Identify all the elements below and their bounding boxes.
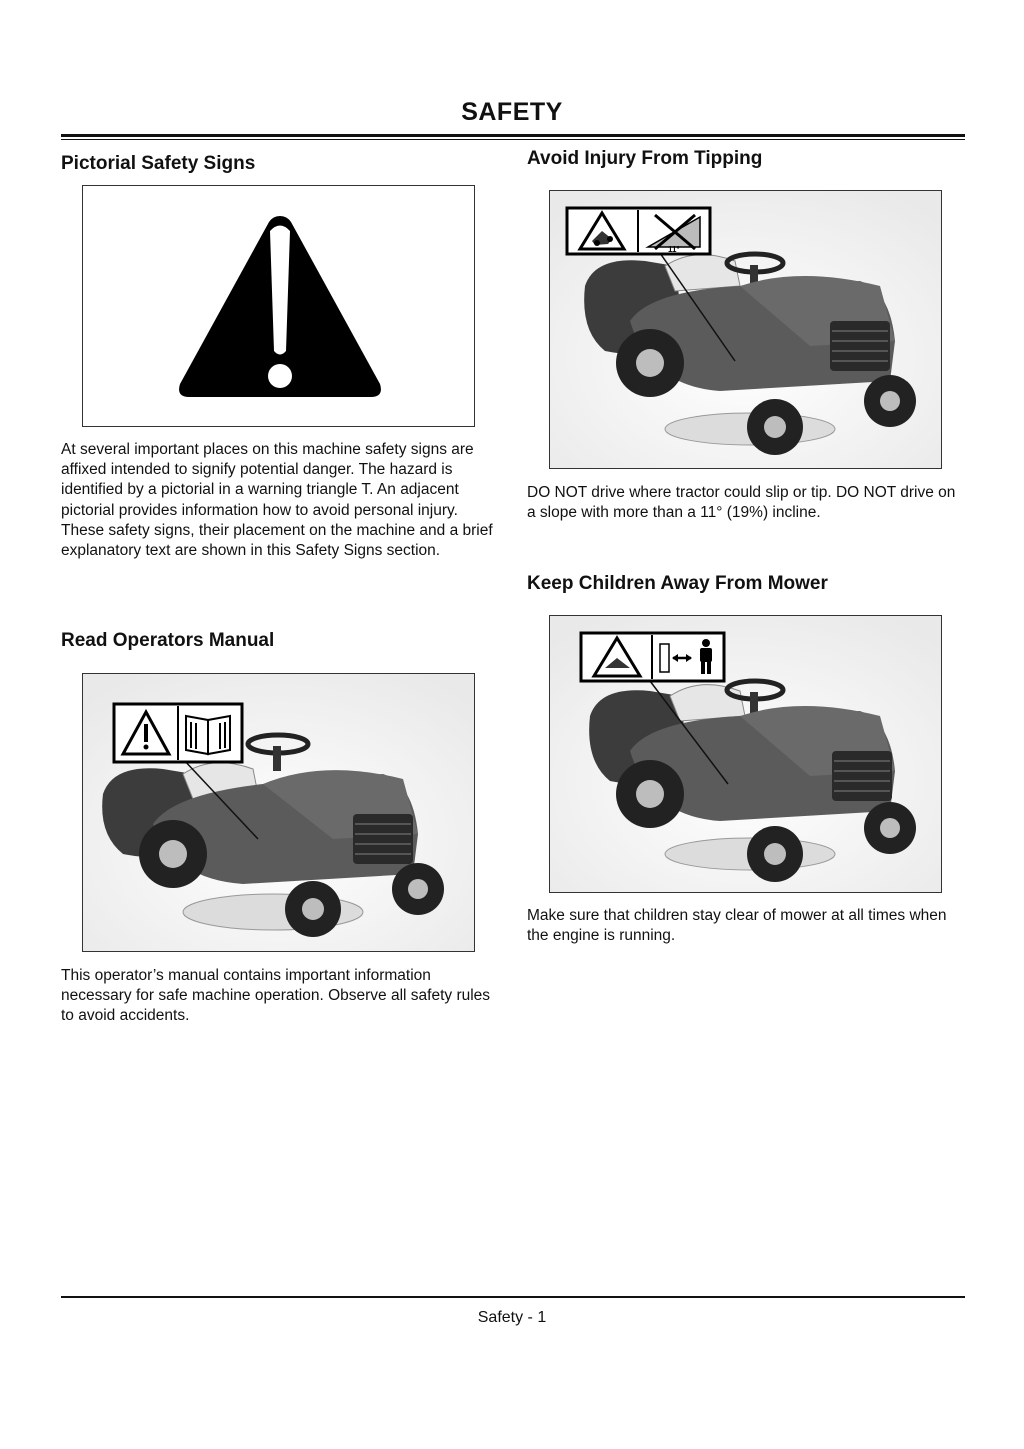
header-rule-thin bbox=[61, 139, 965, 140]
manual-text: This operator’s manual contains important information necessary for safe machine operation. Observe all safety rules to avoid accidents. bbox=[61, 967, 491, 1025]
tipping-text: DO NOT drive where tractor could slip or tip. DO NOT drive on a slope with more than a 11° (19%) incline. bbox=[527, 484, 956, 522]
warning-triangle-icon bbox=[83, 186, 474, 426]
manual-heading: Read Operators Manual bbox=[61, 630, 275, 651]
page-title: SAFETY bbox=[461, 98, 563, 126]
header-rule bbox=[61, 134, 965, 137]
children-heading: Keep Children Away From Mower bbox=[527, 573, 828, 594]
tipping-heading: Avoid Injury From Tipping bbox=[527, 148, 763, 169]
footer-rule bbox=[61, 1296, 965, 1298]
slope-angle-label: 11° bbox=[668, 245, 680, 254]
manual-decal-figure bbox=[82, 673, 475, 952]
children-decal-figure bbox=[549, 615, 942, 893]
tractor-photo bbox=[83, 674, 474, 951]
page-number: Safety - 1 bbox=[477, 1309, 547, 1326]
tractor-photo bbox=[550, 616, 941, 892]
pictorial-heading: Pictorial Safety Signs bbox=[61, 153, 256, 174]
children-text: Make sure that children stay clear of mower at all times when the engine is running. bbox=[527, 907, 947, 945]
tipping-decal-figure bbox=[549, 190, 942, 469]
pictorial-text: At several important places on this machine safety signs are affixed intended to signify potential danger. The hazard is identified by a pictorial in a warning triangle T. An adjacent pictorial provides information how to avoid personal injury. These safety signs, their placement on the machine and a brief explanatory text are shown in this Safety Signs section. bbox=[61, 441, 493, 560]
tractor-photo bbox=[550, 191, 941, 468]
warning-triangle-figure bbox=[82, 185, 475, 427]
